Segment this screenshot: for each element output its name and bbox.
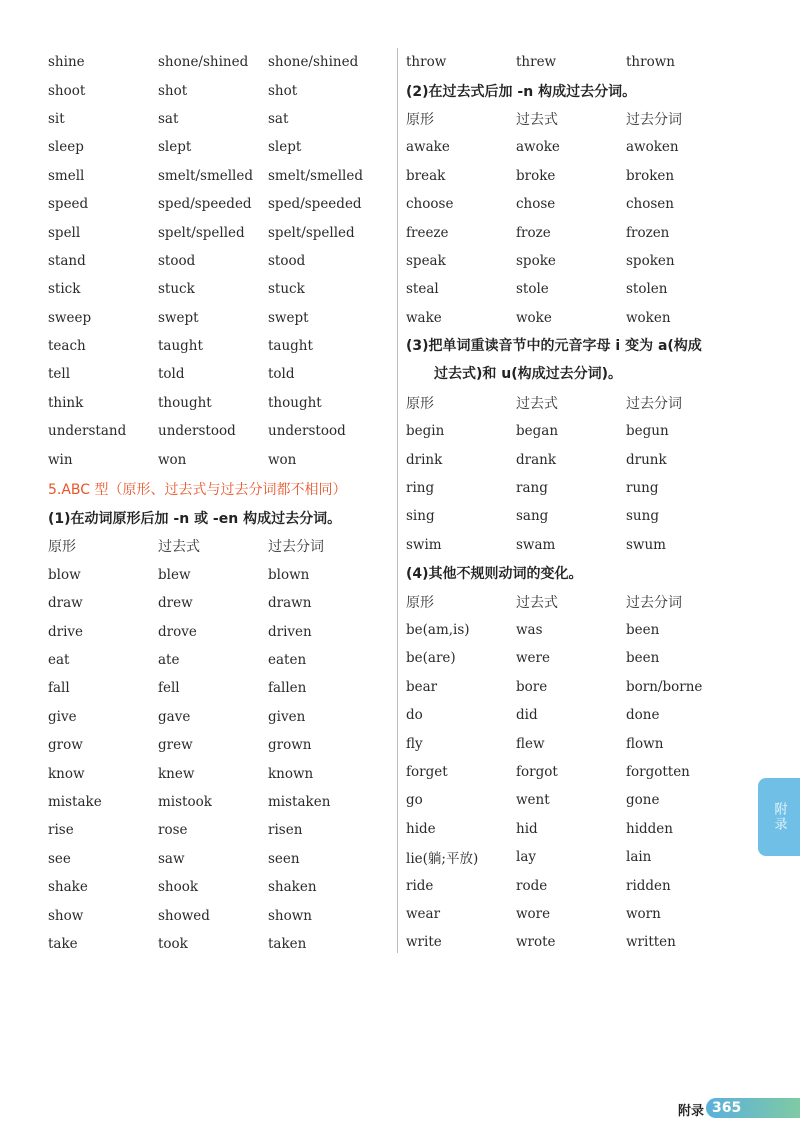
table-row [48,133,393,161]
cell-base-form: fly [406,735,423,752]
table-row [406,871,751,899]
section-title-abc: 5.ABC 型（原形、过去式与过去分词都不相同） [48,481,347,498]
cell-base-form: fall [48,680,70,697]
table-row [48,445,393,473]
cell-past-participle: risen [268,822,303,839]
cell-past-tense: showed [158,907,210,924]
cell-base-form: go [406,792,423,809]
cell-past-participle: drawn [268,595,312,612]
cell-base-form: lie(躺;平放) [406,851,479,868]
cell-past-tense: shot [158,82,188,99]
cell-past-participle: shone/shined [268,54,359,71]
cell-base-form: think [48,394,84,411]
subsection-title-4: (4)其他不规则动词的变化。 [406,566,583,583]
cell-base-form: draw [48,595,83,612]
header-base-form: 原形 [406,111,434,128]
table-row [48,417,393,445]
cell-base-form: know [48,765,85,782]
cell-past-participle: known [268,765,314,782]
table-row [406,190,751,218]
cell-base-form: shake [48,879,88,896]
cell-past-tense: took [158,935,188,952]
cell-base-form: sit [48,110,65,127]
cell-base-form: wear [406,905,441,922]
cell-past-participle: given [268,708,306,725]
cell-past-participle: frozen [626,224,670,241]
cell-base-form: stand [48,252,86,269]
table-row [406,786,751,814]
table-row [406,162,751,190]
page-number-badge [706,1098,800,1118]
table-row [48,674,393,702]
cell-base-form: throw [406,54,447,71]
cell-past-participle: swum [626,536,666,553]
cell-past-participle: been [626,650,660,667]
cell-past-tense: sped/speeded [158,196,252,213]
header-past-tense: 过去式 [158,539,200,556]
cell-past-participle: flown [626,735,664,752]
cell-past-participle: told [268,366,295,383]
table-row [406,758,751,786]
cell-past-participle: awoken [626,139,679,156]
cell-base-form: awake [406,139,450,156]
cell-past-tense: told [158,366,185,383]
cell-past-participle: spelt/spelled [268,224,355,241]
cell-base-form: drive [48,623,84,640]
cell-base-form: give [48,708,77,725]
cell-past-participle: stuck [268,281,305,298]
cell-past-participle: won [268,451,297,468]
cell-base-form: choose [406,196,454,213]
table-row [48,930,393,958]
cell-past-tense: spelt/spelled [158,224,245,241]
table-row [48,816,393,844]
cell-past-tense: bore [516,678,548,695]
cell-base-form: speak [406,252,446,269]
table-row [48,646,393,674]
cell-past-tense: froze [516,224,551,241]
verb-table-abc-1 [48,561,393,958]
table-row [48,218,393,246]
table-row [406,304,751,332]
cell-past-participle: driven [268,623,312,640]
cell-base-form: shoot [48,82,86,99]
verb-table-abc-2 [406,133,751,332]
cell-past-participle: born/borne [626,678,703,695]
cell-base-form: steal [406,281,439,298]
cell-past-tense: rang [516,480,548,497]
cell-past-participle: fallen [268,680,307,697]
cell-base-form: show [48,907,84,924]
table-row [406,729,751,757]
table-row [406,218,751,246]
cell-past-tense: flew [516,735,545,752]
cell-base-form: blow [48,566,81,583]
table-header [406,587,751,615]
cell-base-form: hide [406,820,436,837]
cell-past-participle: thrown [626,54,675,71]
cell-past-tense: sat [158,110,179,127]
verb-table-aaa-continued [48,48,393,474]
cell-past-participle: forgotten [626,763,690,780]
table-row [48,48,393,76]
cell-past-tense: swept [158,309,199,326]
cell-past-tense: slept [158,139,192,156]
cell-base-form: bear [406,678,438,695]
table-row [406,815,751,843]
table-row [48,389,393,417]
cell-past-tense: knew [158,765,195,782]
cell-past-tense: smelt/smelled [158,167,253,184]
cell-base-form: ring [406,480,435,497]
cell-past-participle: eaten [268,652,307,668]
table-row [48,703,393,731]
table-row [406,275,751,303]
cell-base-form: write [406,934,442,951]
cell-base-form: sing [406,508,435,525]
cell-past-participle: smelt/smelled [268,167,363,184]
table-row [406,673,751,701]
table-row [48,589,393,617]
cell-past-tense: thought [158,394,212,411]
table-row [48,759,393,787]
cell-past-participle: stolen [626,281,668,298]
cell-past-tense: was [516,622,543,639]
cell-base-form: break [406,167,446,184]
table-row [48,304,393,332]
table-row [406,900,751,928]
cell-past-participle: shot [268,82,298,99]
cell-past-tense: woke [516,309,552,326]
cell-base-form: teach [48,338,86,355]
table-header [406,389,751,417]
table-row [406,133,751,161]
cell-past-participle: slept [268,139,302,156]
cell-past-participle: worn [626,905,661,922]
table-row [48,901,393,929]
cell-past-tense: ate [158,652,180,668]
cell-past-participle: seen [268,850,300,867]
table-row [406,843,751,871]
cell-past-participle: been [626,622,660,639]
cell-base-form: sleep [48,139,84,156]
cell-past-participle: woken [626,309,671,326]
column-divider [397,48,398,953]
cell-base-form: smell [48,167,85,184]
cell-base-form: take [48,935,78,952]
cell-base-form: understand [48,423,127,440]
right-column [406,48,751,957]
cell-base-form: freeze [406,224,449,241]
cell-past-tense: stuck [158,281,195,298]
cell-past-tense: went [516,792,550,809]
cell-base-form: see [48,850,71,867]
cell-past-tense: drew [158,595,193,612]
cell-past-tense: taught [158,338,203,355]
verb-table-abc-3 [406,417,751,559]
cell-past-tense: were [516,650,550,667]
cell-past-participle: spoken [626,252,675,269]
cell-past-tense: threw [516,54,557,71]
table-row [48,617,393,645]
cell-past-tense: swam [516,536,556,553]
cell-past-tense: wore [516,905,551,922]
cell-past-tense: shook [158,879,199,896]
cell-past-tense: drove [158,623,197,640]
cell-past-participle: shown [268,907,313,924]
cell-past-tense: chose [516,196,556,213]
cell-past-tense: broke [516,167,556,184]
cell-base-form: stick [48,281,81,298]
cell-past-participle: understood [268,423,346,440]
cell-past-participle: taught [268,338,313,355]
cell-past-participle: sung [626,508,659,525]
header-base-form: 原形 [48,539,76,556]
table-row [48,190,393,218]
cell-base-form: spell [48,224,81,241]
cell-past-participle: lain [626,849,652,866]
cell-base-form: be(are) [406,650,456,667]
header-past-tense: 过去式 [516,395,558,412]
table-row [406,446,751,474]
cell-base-form: speed [48,196,89,213]
cell-past-participle: sat [268,110,289,127]
table-row [406,417,751,445]
cell-base-form: grow [48,737,83,754]
cell-base-form: mistake [48,793,102,810]
cell-past-tense: fell [158,680,180,697]
cell-past-participle: grown [268,737,312,754]
cell-past-tense: sang [516,508,549,525]
cell-past-tense: shone/shined [158,54,249,71]
header-past-participle: 过去分词 [268,539,324,556]
header-base-form: 原形 [406,594,434,611]
subsection-title-3-line2: 过去式)和 u(构成过去分词)。 [434,366,623,383]
table-row [406,531,751,559]
header-past-participle: 过去分词 [626,594,682,611]
left-column [48,48,393,958]
cell-past-participle: swept [268,309,309,326]
cell-base-form: sweep [48,309,92,326]
cell-past-participle: shaken [268,879,317,896]
cell-base-form: tell [48,366,71,383]
cell-past-tense: did [516,707,538,724]
cell-past-tense: hid [516,820,538,837]
cell-past-tense: mistook [158,793,212,810]
cell-base-form: ride [406,877,434,894]
cell-past-participle: mistaken [268,793,331,810]
appendix-side-tab[interactable]: 附录 [758,778,800,856]
cell-past-participle: sped/speeded [268,196,362,213]
cell-past-tense: grew [158,737,193,754]
footer-section-label: 附录 [677,1104,704,1119]
cell-base-form: be(am,is) [406,622,470,639]
table-row [48,105,393,133]
table-row [406,48,751,76]
table-row [406,928,751,956]
table-row [48,561,393,589]
cell-base-form: do [406,707,423,724]
table-row [406,474,751,502]
subsection-title-3 [406,332,751,389]
cell-past-tense: spoke [516,252,556,269]
cell-past-tense: drank [516,451,557,468]
cell-past-participle: drunk [626,451,667,468]
cell-base-form: forget [406,763,448,780]
table-row [406,247,751,275]
table-row [48,247,393,275]
table-header [406,105,751,133]
cell-past-tense: rose [158,822,188,839]
table-row [406,502,751,530]
table-row [406,701,751,729]
cell-past-participle: written [626,934,676,951]
subsection-title-2: (2)在过去式后加 -n 构成过去分词。 [406,83,637,100]
table-row [48,873,393,901]
cell-past-participle: rung [626,480,659,497]
cell-base-form: eat [48,652,70,668]
table-row [48,332,393,360]
cell-past-participle: taken [268,935,307,952]
cell-past-tense: gave [158,708,191,725]
cell-base-form: begin [406,423,445,440]
cell-past-participle: begun [626,423,669,440]
verb-table-abc-1-continued [406,48,751,76]
page-number: 365 [712,1100,742,1116]
header-past-tense: 过去式 [516,594,558,611]
cell-past-tense: lay [516,849,536,866]
header-past-participle: 过去分词 [626,395,682,412]
table-row [406,616,751,644]
table-row [48,731,393,759]
cell-base-form: rise [48,822,74,839]
cell-past-participle: ridden [626,877,671,894]
header-past-participle: 过去分词 [626,111,682,128]
cell-past-tense: understood [158,423,236,440]
cell-past-participle: thought [268,394,322,411]
table-row [406,644,751,672]
subsection-title-1: (1)在动词原形后加 -n 或 -en 构成过去分词。 [48,511,342,528]
table-row [48,360,393,388]
cell-past-tense: blew [158,566,191,583]
cell-past-participle: gone [626,792,660,809]
cell-past-participle: blown [268,566,310,583]
table-row [48,845,393,873]
verb-table-abc-4 [406,616,751,957]
cell-past-tense: won [158,451,187,468]
cell-past-tense: stole [516,281,549,298]
table-row [48,788,393,816]
cell-base-form: drink [406,451,443,468]
cell-past-tense: rode [516,877,548,894]
cell-past-tense: began [516,423,559,440]
cell-base-form: wake [406,309,442,326]
table-row [48,162,393,190]
table-row [48,275,393,303]
header-base-form: 原形 [406,395,434,412]
cell-past-tense: forgot [516,763,558,780]
header-past-tense: 过去式 [516,111,558,128]
cell-past-participle: done [626,707,660,724]
cell-base-form: shine [48,54,85,71]
subsection-title-3-line1: (3)把单词重读音节中的元音字母 i 变为 a(构成 [406,337,702,354]
cell-past-tense: wrote [516,934,556,951]
cell-past-participle: chosen [626,196,674,213]
table-row [48,76,393,104]
cell-past-tense: awoke [516,139,560,156]
cell-base-form: swim [406,536,442,553]
cell-past-participle: stood [268,252,306,269]
cell-past-tense: saw [158,850,185,867]
cell-past-participle: broken [626,167,675,184]
cell-past-participle: hidden [626,820,673,837]
cell-base-form: win [48,451,73,468]
table-header [48,532,393,560]
cell-past-tense: stood [158,252,196,269]
